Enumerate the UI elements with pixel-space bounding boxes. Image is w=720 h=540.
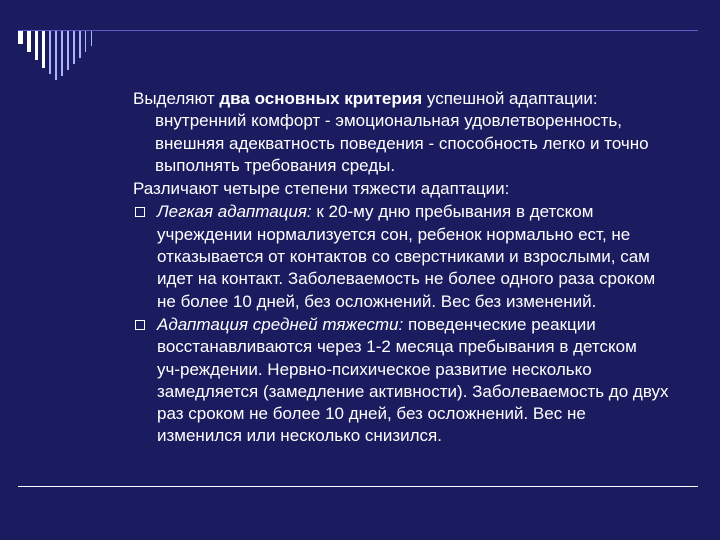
text-bold: два основных критерия [219, 89, 423, 108]
bottom-rule [18, 486, 698, 487]
text-line: не более 10 дней, без осложнений. Вес без изменений. [157, 291, 597, 311]
bullet-item-medium [133, 314, 693, 448]
text-line: уч-реждении. Нервно-психическое развитие несколько [157, 359, 592, 379]
text-line: раз сроком не более 10 дней, без осложнений. Вес не [157, 404, 586, 424]
text-line: к 20-му дню пребывания в детском [311, 202, 594, 222]
text-rest: успешной адаптации: [422, 89, 598, 108]
text-line: внешняя адекватность поведения - способность легко и точно [155, 133, 649, 153]
deco-bar [49, 30, 51, 74]
text-line: Различают четыре степени тяжести адаптации: [133, 179, 510, 199]
top-rule [18, 30, 698, 31]
text-line: замедляется (замедление активности). Заболеваемость до двух [157, 381, 669, 401]
text-line: отказывается от контактов со сверстниками и взрослыми, сам [157, 247, 650, 267]
deco-bar [61, 30, 63, 76]
square-bullet-icon [135, 207, 145, 217]
text-line: поведенческие реакции [403, 314, 596, 334]
deco-bar [79, 30, 81, 58]
text-line: идет на контакт. Заболеваемость не более одного раза сроком [157, 269, 656, 289]
deco-bar [91, 30, 92, 46]
deco-bar [27, 30, 31, 52]
text-line: внутренний комфорт - эмоциональная удовлетворенность, [155, 111, 623, 131]
deco-bar [35, 30, 38, 60]
text-line: изменился или несколько снизился. [157, 426, 442, 446]
deco-bar [73, 30, 75, 64]
bullet-term: Легкая адаптация: [157, 202, 312, 222]
deco-bar [55, 30, 57, 80]
deco-bar [85, 30, 86, 52]
bullet-item-light [133, 201, 693, 312]
text-line: выполнять требования среды. [155, 155, 396, 175]
text-line: восстанавливаются через 1-2 месяца пребывания в детском [157, 337, 637, 357]
deco-bar [42, 30, 45, 68]
bullet-term: Адаптация средней тяжести: [157, 314, 404, 334]
deco-bar [18, 30, 23, 44]
paragraph-severity [133, 178, 693, 200]
decorative-bars [0, 0, 140, 80]
text-line: учреждении нормализуется сон, ребенок нормально ест, не [157, 224, 631, 244]
slide-body [133, 88, 693, 449]
deco-bar [67, 30, 69, 70]
paragraph-criteria [133, 88, 693, 177]
text-lead: Выделяют [133, 89, 220, 108]
square-bullet-icon [135, 320, 145, 330]
